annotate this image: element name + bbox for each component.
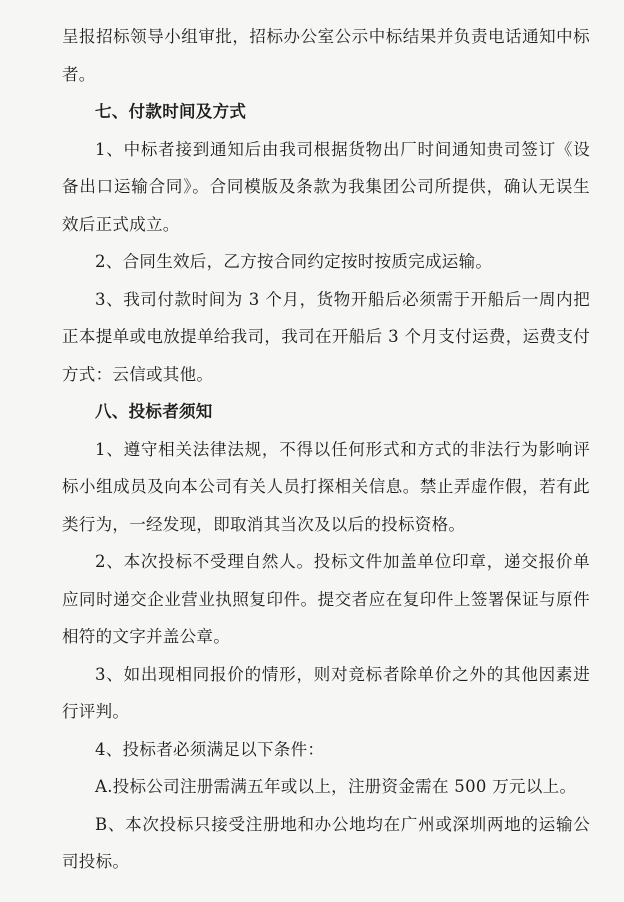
paragraph-notice-4: 4、投标者必须满足以下条件： [95,739,325,759]
paragraph-notice-3: 3、如出现相同报价的情形，则对竞标者除单价之外的其他因素进行评判。 [62,664,590,721]
paragraph-notice-2: 2、本次投标不受理自然人。投标文件加盖单位印章，递交报价单应同时递交企业营业执照复印件。提交者应在复印件上签署保证与原件相符的文字并盖公章。 [62,552,590,646]
section-heading-payment: 七、付款时间及方式 [95,102,247,121]
section-heading-bidder-notice: 八、投标者须知 [95,402,213,421]
paragraph-payment-3: 3、我司付款时间为 3 个月，货物开船后必须需于开船后一周内把正本提单或电放提单给我司，我司在开船后 3 个月支付运费，运费支付方式：云信或其他。 [62,289,590,384]
paragraph-condition-a: A.投标公司注册需满五年或以上，注册资金需在 500 万元以上。 [95,777,577,796]
paragraph-continuation: 呈报招标领导小组审批，招标办公室公示中标结果并负责电话通知中标者。 [62,27,590,84]
paragraph-condition-b: B、本次投标只接受注册地和办公地均在广州或深圳两地的运输公司投标。 [62,814,590,871]
paragraph-payment-2: 2、合同生效后，乙方按合同约定按时按质完成运输。 [95,252,493,271]
paragraph-notice-1: 1、遵守相关法律法规，不得以任何形式和方式的非法行为影响评标小组成员及向本公司有关人员打探相关信息。禁止弄虚作假，若有此类行为，一经发现，即取消其当次及以后的投标资格。 [62,439,590,534]
paragraph-payment-1: 1、中标者接到通知后由我司根据货物出厂时间通知贵司签订《设备出口运输合同》。合同模版及条款为我集团公司所提供，确认无误生效后正式成立。 [62,139,590,234]
